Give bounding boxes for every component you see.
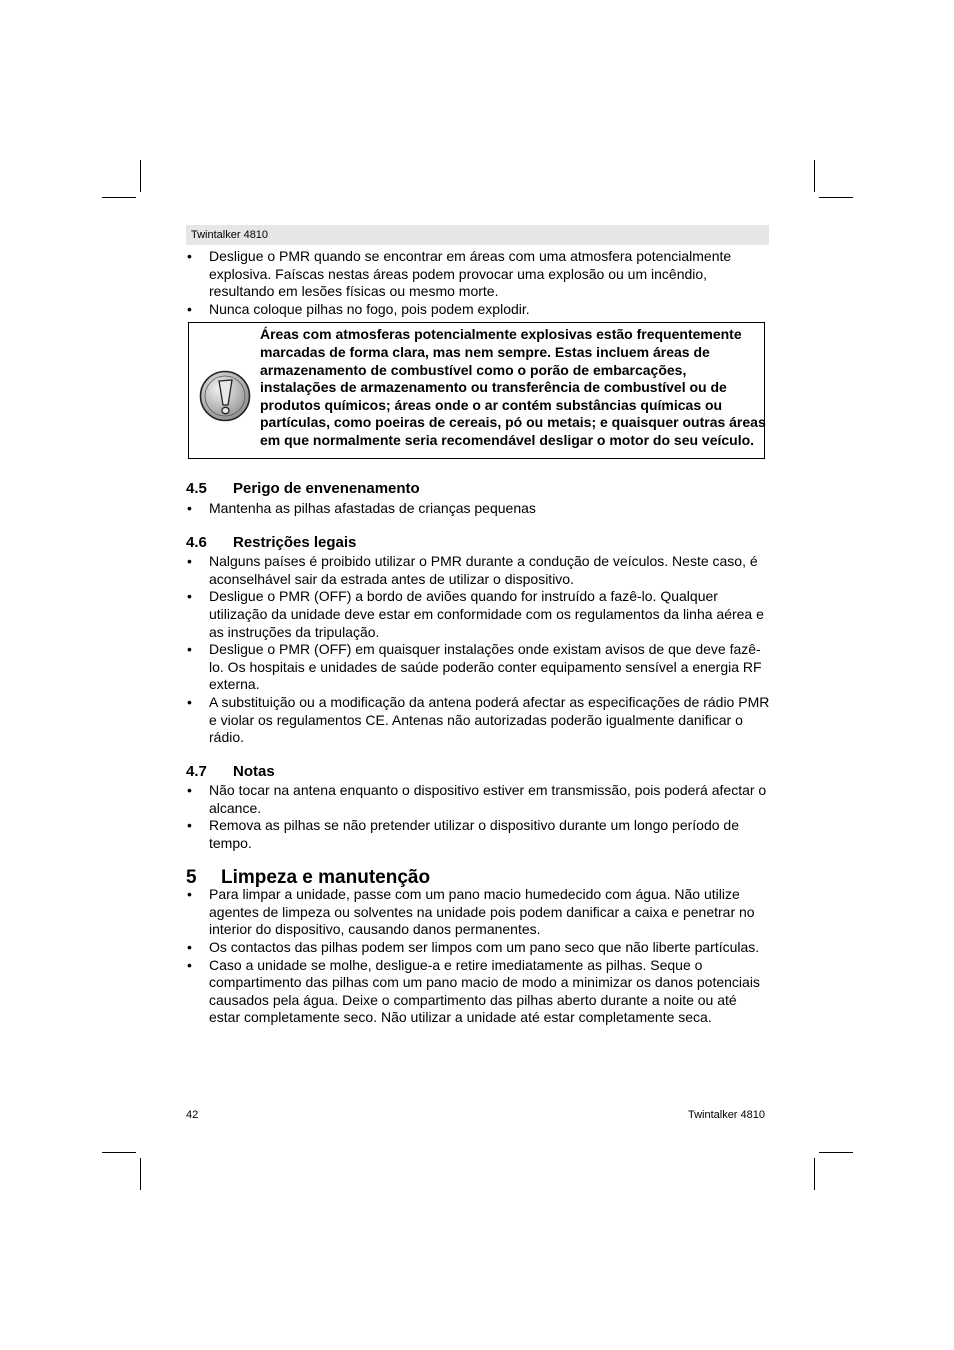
warning-line: instalações de armazenamento ou transferência de combustível ou de — [260, 379, 727, 396]
section-heading — [186, 480, 770, 498]
header-product-name: Twintalker 4810 — [191, 229, 269, 241]
section-4-7 — [186, 763, 770, 853]
list-item: • Nalguns países é proibido utilizar o PMR durante a condução de veículos. Neste caso, é aconselhável sair da estrada antes de utilizar o dispositivo. — [186, 553, 770, 588]
chapter-5 — [186, 866, 770, 1027]
section-bullet-list — [186, 782, 770, 852]
chapter-heading — [186, 866, 770, 888]
list-item: • Mantenha as pilhas afastadas de crianças pequenas — [186, 500, 770, 518]
list-item: • Caso a unidade se molhe, desligue-a e retire imediatamente as pilhas. Seque o compartimento das pilhas com um pano macio de modo a minimizar os danos potenciais causados pela água. Deixe o compartimento das pilhas aberto durante a noite ou até estar completamente seco. Não utilizar a unidade até estar completamente seca. — [186, 957, 770, 1027]
warning-line: Áreas com atmosferas potencialmente explosivas estão frequentemente — [260, 326, 742, 343]
crop-mark — [102, 1152, 136, 1153]
section-title: Perigo de envenenamento — [233, 480, 420, 498]
crop-mark — [814, 1158, 815, 1190]
list-item: • Para limpar a unidade, passe com um pano macio humedecido com água. Não utilize agentes de limpeza ou solventes na unidade pois podem danificar a caixa e penetrar no interior do dispositivo, causando danos permanentes. — [186, 886, 770, 939]
list-item: • Desligue o PMR quando se encontrar em áreas com uma atmosfera potencialmente explosiva. Faíscas nestas áreas podem provocar uma explosão ou um incêndio, resultando em lesões físicas ou mesmo morte. — [186, 248, 770, 301]
list-item: • Desligue o PMR (OFF) em quaisquer instalações onde existam avisos de que deve fazê-lo. Os hospitais e unidades de saúde poderão conter equipamento sensível a energia RF externa. — [186, 641, 770, 694]
warning-box — [188, 322, 765, 459]
warning-line: armazenamento de combustível como o porão de embarcações, — [260, 361, 687, 378]
chapter-title: Limpeza e manutenção — [221, 866, 431, 888]
list-item: • Remova as pilhas se não pretender utilizar o dispositivo durante um longo período de tempo. — [186, 817, 770, 852]
list-item: • Os contactos das pilhas podem ser limpos com um pano seco que não liberte partículas. — [186, 939, 770, 957]
warning-line: produtos químicos; áreas onde o ar contém substâncias químicas ou — [260, 396, 723, 413]
warning-line: marcadas de forma clara, mas nem sempre. Estas incluem áreas de — [260, 343, 710, 360]
crop-mark — [814, 160, 815, 192]
warning-text — [260, 326, 770, 449]
exclamation-warning-icon — [199, 370, 251, 422]
section-number: 4.7 — [186, 762, 207, 780]
section-4-6 — [186, 534, 770, 747]
section-4-5 — [186, 480, 770, 517]
warning-line: em que normalmente seria recomendável desligar o motor do seu veículo. — [260, 431, 755, 448]
list-item: • Nunca coloque pilhas no fogo, pois podem explodir. — [186, 301, 770, 319]
section-bullet-list — [186, 500, 770, 518]
crop-mark — [102, 197, 136, 198]
section-bullet-list — [186, 553, 770, 747]
chapter-number: 5 — [186, 866, 197, 888]
warning-line: partículas, como poeiras de cereais, pó ou metais; e quaisquer outras áreas — [260, 414, 766, 431]
crop-mark — [140, 160, 141, 192]
footer-product-name: Twintalker 4810 — [687, 1109, 765, 1121]
list-item: • Não tocar na antena enquanto o dispositivo estiver em transmissão, pois poderá afectar o alcance. — [186, 782, 770, 817]
section-heading — [186, 534, 770, 552]
section-title: Notas — [233, 762, 275, 780]
section-number: 4.5 — [186, 480, 207, 498]
running-header — [186, 225, 769, 245]
crop-mark — [140, 1158, 141, 1190]
page-content — [186, 248, 770, 1027]
chapter-bullet-list — [186, 886, 770, 1027]
section-number: 4.6 — [186, 533, 207, 551]
page-number: 42 — [186, 1109, 199, 1121]
list-item: • Desligue o PMR (OFF) a bordo de aviões quando for instruído a fazê-lo. Qualquer utilização da unidade deve estar em conformidade com os regulamentos da linha aérea e as instruções da tripulação. — [186, 588, 770, 641]
section-title: Restrições legais — [233, 533, 357, 551]
crop-mark — [819, 1152, 853, 1153]
section-heading — [186, 763, 770, 781]
crop-mark — [819, 197, 853, 198]
intro-bullet-list — [186, 248, 770, 318]
list-item: • A substituição ou a modificação da antena poderá afectar as especificações de rádio PMR e violar os regulamentos CE. Antenas não autorizadas poderão igualmente danificar o rádio. — [186, 694, 770, 747]
